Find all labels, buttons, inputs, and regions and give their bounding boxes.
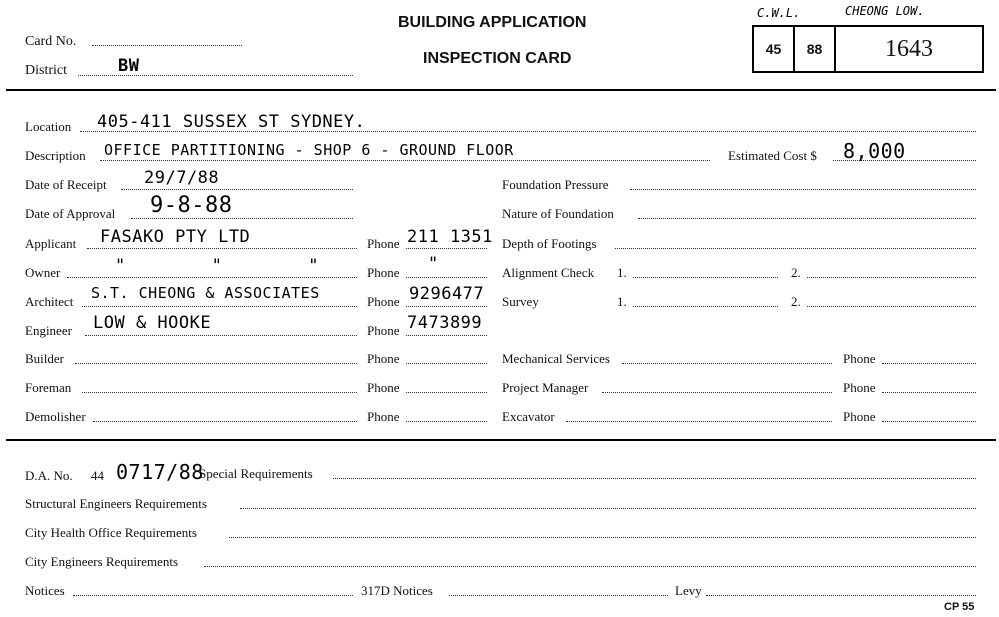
applicant-phone-label: Phone [367, 236, 400, 251]
description-field[interactable] [100, 160, 710, 161]
demolisher-phone-label: Phone [367, 409, 400, 424]
excavator-label: Excavator [502, 409, 555, 424]
alignment-check-1-label: 1. [617, 265, 627, 280]
card-no-field[interactable] [92, 45, 242, 46]
owner-value: " " " [115, 256, 319, 276]
owner-field[interactable] [67, 277, 357, 278]
alignment-check-label: Alignment Check [502, 265, 595, 280]
levy-field[interactable] [706, 595, 976, 596]
details-divider [6, 439, 996, 441]
estimated-cost-value: 8,000 [843, 139, 906, 163]
survey-label: Survey [502, 294, 539, 309]
alignment-check-2-label: 2. [791, 265, 801, 280]
da-no-prefix: 44 [91, 468, 104, 483]
project-manager-phone-label: Phone [843, 380, 876, 395]
demolisher-label: Demolisher [25, 409, 86, 424]
special-requirements-label: Special Requirements [199, 466, 313, 481]
nature-of-foundation-label: Nature of Foundation [502, 206, 614, 221]
card-no-label: Card No. [25, 34, 77, 49]
architect-value: S.T. CHEONG & ASSOCIATES [91, 284, 320, 302]
notices-317d-label: 317D Notices [361, 583, 433, 598]
applicant-field[interactable] [87, 248, 357, 249]
nature-of-foundation-field[interactable] [638, 218, 976, 219]
da-no-label: D.A. No. [25, 468, 73, 483]
district-value: BW [118, 56, 140, 76]
structural-requirements-field[interactable] [240, 508, 976, 509]
foreman-field[interactable] [82, 392, 357, 393]
demolisher-field[interactable] [93, 421, 357, 422]
foreman-label: Foreman [25, 380, 72, 395]
mechanical-services-phone-label: Phone [843, 351, 876, 366]
location-value: 405-411 SUSSEX ST SYDNEY. [97, 112, 366, 132]
foundation-pressure-field[interactable] [630, 189, 976, 190]
owner-phone-field[interactable] [406, 277, 487, 278]
excavator-phone-field[interactable] [882, 421, 976, 422]
notices-label: Notices [25, 583, 65, 598]
special-requirements-field[interactable] [333, 478, 976, 479]
architect-phone-value: 9296477 [409, 284, 485, 304]
survey-2-label: 2. [791, 294, 801, 309]
estimated-cost-label: Estimated Cost $ [728, 148, 817, 163]
form-code: CP 55 [944, 601, 975, 613]
architect-phone-field[interactable] [406, 306, 487, 307]
depth-of-footings-label: Depth of Footings [502, 236, 597, 251]
alignment-check-2-field[interactable] [807, 277, 976, 278]
da-no-value: 0717/88 [116, 460, 204, 484]
engineer-phone-label: Phone [367, 323, 400, 338]
card-number: 1643 [885, 35, 933, 62]
location-label: Location [25, 119, 72, 134]
header-divider [6, 89, 996, 91]
structural-requirements-label: Structural Engineers Requirements [25, 496, 207, 511]
applicant-phone-value: 211 1351 [407, 227, 493, 247]
foreman-phone-label: Phone [367, 380, 400, 395]
city-engineers-requirements-label: City Engineers Requirements [25, 554, 179, 569]
builder-phone-label: Phone [367, 351, 400, 366]
form-title: BUILDING APPLICATION [398, 14, 587, 31]
mechanical-services-field[interactable] [622, 363, 832, 364]
engineer-phone-value: 7473899 [407, 313, 483, 333]
survey-1-label: 1. [617, 294, 627, 309]
city-engineers-requirements-field[interactable] [204, 566, 976, 567]
mechanical-services-label: Mechanical Services [502, 351, 610, 366]
date-of-receipt-label: Date of Receipt [25, 177, 107, 192]
date-of-approval-field[interactable] [131, 218, 353, 219]
alignment-check-1-field[interactable] [633, 277, 778, 278]
survey-2-field[interactable] [807, 306, 976, 307]
demolisher-phone-field[interactable] [406, 421, 487, 422]
card-number-box [752, 25, 984, 73]
builder-field[interactable] [75, 363, 357, 364]
project-manager-phone-field[interactable] [882, 392, 976, 393]
foundation-pressure-label: Foundation Pressure [502, 177, 609, 192]
applicant-value: FASAKO PTY LTD [100, 227, 251, 247]
district-label: District [25, 63, 67, 78]
owner-phone-value: " [428, 254, 439, 274]
builder-label: Builder [25, 351, 64, 366]
applicant-phone-field[interactable] [406, 248, 487, 249]
corner-note-initials: C.W.L. [757, 6, 801, 20]
date-of-approval-value: 9-8-88 [150, 193, 233, 218]
engineer-field[interactable] [85, 335, 357, 336]
notices-field[interactable] [73, 595, 353, 596]
engineer-label: Engineer [25, 323, 72, 338]
survey-1-field[interactable] [633, 306, 778, 307]
notices-317d-field[interactable] [449, 595, 668, 596]
owner-label: Owner [25, 265, 61, 280]
mechanical-services-phone-field[interactable] [882, 363, 976, 364]
architect-field[interactable] [82, 306, 357, 307]
corner-note-name: CHEONG LOW. [845, 4, 925, 18]
health-requirements-field[interactable] [229, 537, 976, 538]
project-manager-field[interactable] [602, 392, 832, 393]
description-value: OFFICE PARTITIONING - SHOP 6 - GROUND FLOOR [104, 141, 514, 159]
depth-of-footings-field[interactable] [615, 248, 976, 249]
project-manager-label: Project Manager [502, 380, 589, 395]
excavator-field[interactable] [566, 421, 832, 422]
architect-label: Architect [25, 294, 74, 309]
form-subtitle: INSPECTION CARD [423, 50, 572, 67]
box-cell-1: 45 [754, 27, 795, 71]
box-cell-2: 88 [795, 27, 836, 71]
owner-phone-label: Phone [367, 265, 400, 280]
engineer-value: LOW & HOOKE [93, 313, 212, 333]
date-of-approval-label: Date of Approval [25, 206, 116, 221]
engineer-phone-field[interactable] [406, 335, 487, 336]
description-label: Description [25, 148, 86, 163]
levy-label: Levy [675, 583, 702, 598]
date-of-receipt-value: 29/7/88 [144, 168, 220, 188]
excavator-phone-label: Phone [843, 409, 876, 424]
builder-phone-field[interactable] [406, 363, 487, 364]
foreman-phone-field[interactable] [406, 392, 487, 393]
health-requirements-label: City Health Office Requirements [25, 525, 197, 540]
date-of-receipt-field[interactable] [121, 189, 353, 190]
architect-phone-label: Phone [367, 294, 400, 309]
applicant-label: Applicant [25, 236, 77, 251]
